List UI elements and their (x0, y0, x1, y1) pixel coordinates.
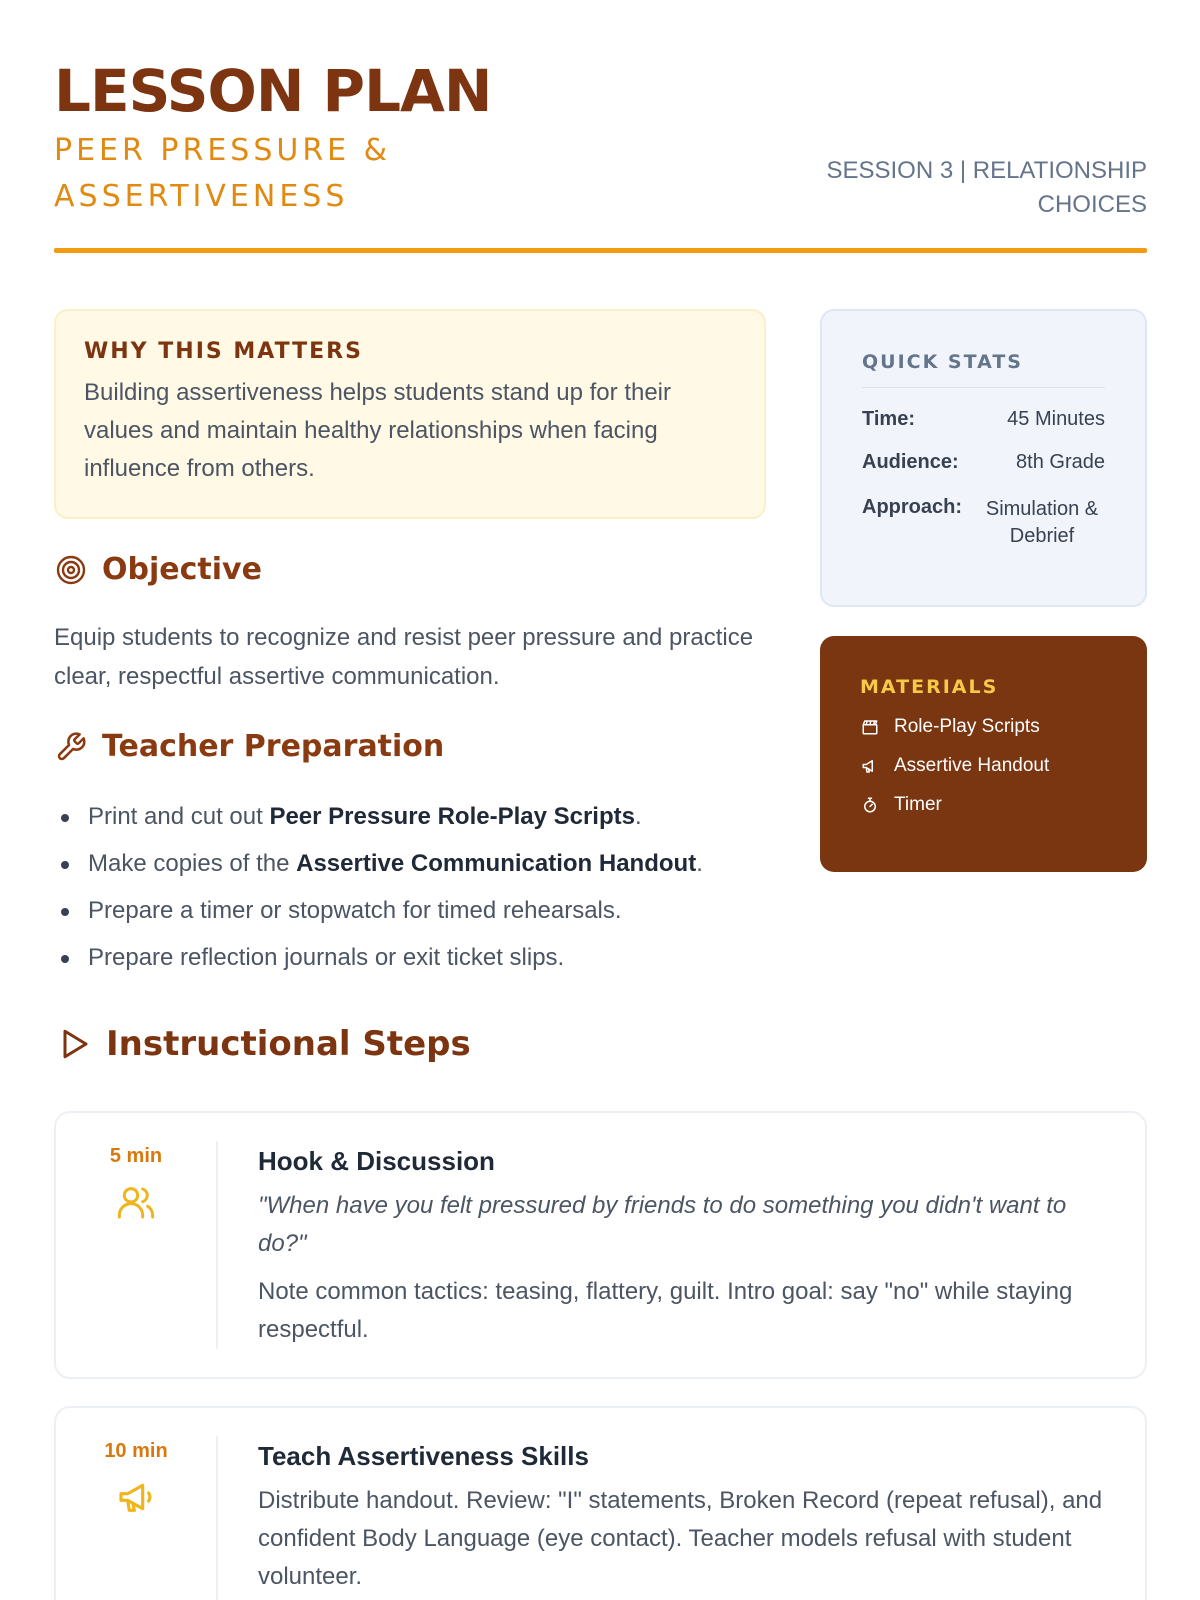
step-card (54, 1406, 1147, 1600)
play-icon (56, 1026, 92, 1062)
preparation-list (54, 793, 766, 981)
preparation-heading (54, 729, 444, 764)
material-item: Role-Play Scripts (860, 716, 1107, 738)
wrench-icon (54, 730, 88, 764)
step-text: Distribute handout. Review: "I" statements, Broken Record (repeat refusal), and confident Body Language (eye contact). Teacher models refusal with student volunteer. (258, 1487, 1103, 1590)
stat-row-audience: Audience: 8th Grade (862, 451, 1105, 473)
why-title: WHY THIS MATTERS (84, 339, 363, 364)
megaphone-icon (860, 756, 880, 776)
step-duration: 10 min (104, 1440, 168, 1462)
step-text: Note common tactics: teasing, flattery, guilt. Intro goal: say "no" while staying respectful. (258, 1278, 1073, 1343)
why-text: Building assertiveness helps students stand up for their values and maintain healthy relationships when facing influence from others. (84, 379, 672, 482)
users-icon (116, 1182, 156, 1227)
materials-card (820, 636, 1147, 872)
list-item: Prepare a timer or stopwatch for timed rehearsals. (54, 887, 766, 934)
why-this-matters-callout (54, 309, 766, 519)
preparation-title: Teacher Preparation (102, 729, 445, 764)
header-divider (54, 248, 1147, 253)
material-item: Assertive Handout (860, 755, 1107, 777)
list-item: Make copies of the Assertive Communication Handout. (54, 840, 766, 887)
step-quote: "When have you felt pressured by friends to do something you didn't want to do?" (258, 1192, 1067, 1257)
session-label: SESSION 3 | RELATIONSHIP CHOICES (826, 157, 1147, 218)
quick-stats-title: QUICK STATS (862, 351, 1105, 388)
list-item: Prepare reflection journals or exit ticket slips. (54, 934, 766, 981)
instructional-steps-title: Instructional Steps (106, 1024, 471, 1064)
step-meta (56, 1436, 218, 1600)
objective-text: Equip students to recognize and resist peer pressure and practice clear, respectful assertive communication. (54, 624, 754, 690)
stat-row-time: Time: 45 Minutes (862, 408, 1105, 430)
megaphone-icon (116, 1477, 156, 1522)
objective-title: Objective (102, 552, 262, 587)
stat-row-approach: Approach: Simulation & Debrief (862, 496, 1099, 547)
list-item: Print and cut out Peer Pressure Role-Play Scripts. (54, 793, 766, 840)
timer-icon (860, 795, 880, 815)
instructional-steps-heading (56, 1024, 471, 1064)
materials-title: MATERIALS (860, 676, 999, 698)
material-item: Timer (860, 794, 1107, 816)
page-header (54, 56, 1147, 256)
step-title: Teach Assertiveness Skills (258, 1441, 589, 1471)
page-title: LESSON PLAN (54, 57, 492, 125)
objective-heading (54, 552, 262, 587)
step-title: Hook & Discussion (258, 1146, 495, 1176)
quick-stats-card (820, 309, 1147, 607)
step-meta (56, 1141, 218, 1349)
step-card (54, 1111, 1147, 1379)
page-subtitle: PEER PRESSURE & ASSERTIVENESS (54, 133, 392, 214)
clapperboard-icon (860, 717, 880, 737)
step-duration: 5 min (109, 1145, 163, 1167)
target-icon (54, 553, 88, 587)
